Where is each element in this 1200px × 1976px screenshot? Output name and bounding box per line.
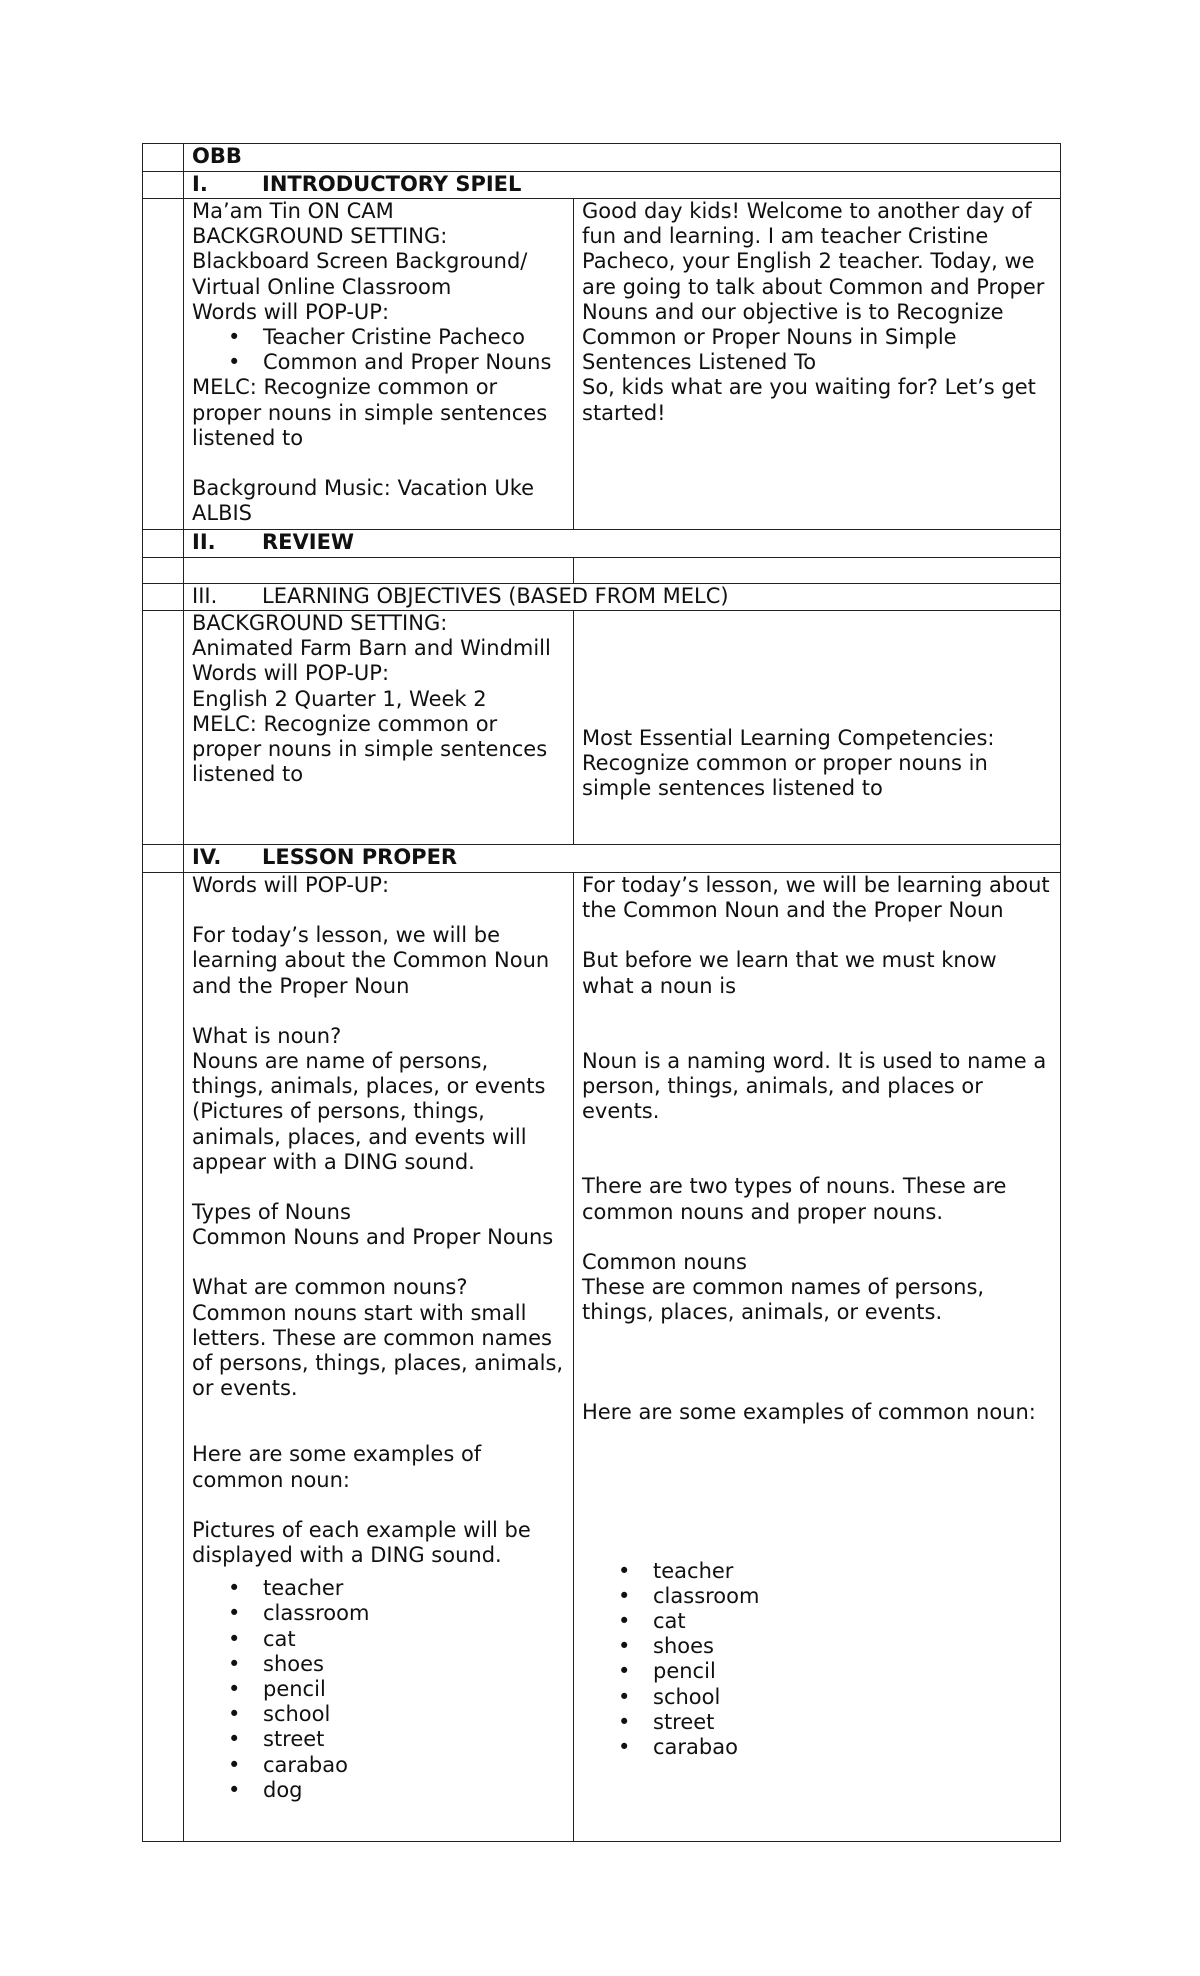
objectives-line: English 2 Quarter 1, Week 2: [192, 686, 487, 711]
objectives-right-cell: [574, 611, 1061, 845]
intro-line: Words will POP-UP:: [192, 299, 390, 324]
intro-start: So, kids what are you waiting for? Let’s get started!: [582, 375, 1036, 425]
list-item: • cat: [192, 1627, 565, 1652]
section-review-roman: II.: [192, 530, 216, 554]
section-objectives-title: LEARNING OBJECTIVES (BASED FROM MELC): [262, 584, 729, 608]
lesson-examples: Here are some examples of common noun:: [192, 1442, 482, 1492]
intro-greeting: Good day kids! Welcome to another day of fun and learning. I am teacher Cristine Pacheco, your English 2 teacher. Today, we are going to talk about Common and Proper Nouns and our objective is to Recognize Common or Proper Nouns in Simple Sentences Listened To: [582, 199, 1045, 375]
lesson-right-examples: Here are some examples of common noun:: [582, 1400, 1036, 1425]
section-intro-roman: I.: [192, 172, 208, 196]
list-item: • dog: [192, 1778, 565, 1803]
lesson-right-cell: [574, 873, 1061, 1842]
lesson-what-common: What are common nouns?: [192, 1275, 468, 1300]
lesson-today: For today’s lesson, we will be learning about the Common Noun and the Proper Noun: [192, 923, 550, 998]
obb-row: [143, 144, 1061, 172]
lesson-nouns-are: Nouns are name of persons, things, animals, places, or events (Pictures of persons, things, animals, places, and events will appear with a DING sound.: [192, 1049, 546, 1174]
list-item: • shoes: [582, 1634, 1052, 1659]
objectives-line: BACKGROUND SETTING:: [192, 611, 448, 635]
lesson-what-noun: What is noun?: [192, 1023, 342, 1048]
objectives-line: Animated Farm Barn and Windmill: [192, 636, 551, 661]
list-item: • teacher: [192, 1576, 565, 1601]
lesson-right-common-title: Common nouns: [582, 1249, 747, 1274]
lesson-left-cell: [184, 873, 574, 1842]
melc-text: Recognize common or proper nouns in simple sentences listened to: [582, 751, 988, 801]
intro-left-cell: [184, 199, 574, 530]
intro-right-cell: [574, 199, 1061, 530]
lesson-types2: Common Nouns and Proper Nouns: [192, 1225, 554, 1250]
section-intro-header: [143, 172, 1061, 199]
intro-music: Background Music: Vacation Uke: [192, 476, 535, 501]
list-item: • pencil: [192, 1677, 565, 1702]
section-review-header: [143, 530, 1061, 558]
intro-row: [143, 199, 1061, 530]
intro-line: Ma’am Tin ON CAM: [192, 199, 394, 223]
list-item: • shoes: [192, 1652, 565, 1677]
lesson-common-desc: Common nouns start with small letters. These are common names of persons, things, places, animals, or events.: [192, 1300, 564, 1401]
lesson-pictures: Pictures of each example will be displayed with a DING sound.: [192, 1517, 531, 1568]
list-item: • teacher: [582, 1559, 1052, 1584]
intro-popup-list: [192, 325, 565, 375]
obb-label: OBB: [184, 144, 1061, 172]
intro-line: Blackboard Screen Background/: [192, 249, 528, 274]
intro-line: Virtual Online Classroom: [192, 274, 452, 299]
script-table: [142, 143, 1061, 1842]
list-item: • classroom: [192, 1601, 565, 1626]
lesson-right-common-desc: These are common names of persons, things, places, animals, or events.: [582, 1275, 985, 1325]
list-item: • classroom: [582, 1584, 1052, 1609]
lesson-right-before: But before we learn that we must know what a noun is: [582, 948, 997, 998]
list-item: • school: [192, 1702, 565, 1727]
lesson-row: [143, 873, 1061, 1842]
list-item: • carabao: [192, 1753, 565, 1778]
section-lesson-title: LESSON PROPER: [262, 845, 458, 869]
lesson-right-two-types: There are two types of nouns. These are common nouns and proper nouns.: [582, 1174, 1007, 1224]
section-lesson-roman: IV.: [192, 845, 222, 869]
lesson-popup: Words will POP-UP:: [192, 873, 390, 897]
lesson-left-examples-list: [192, 1576, 565, 1803]
review-row: [143, 558, 1061, 584]
section-objectives-header: [143, 584, 1061, 611]
list-item: • street: [582, 1710, 1052, 1735]
section-intro-title: INTRODUCTORY SPIEL: [262, 172, 522, 196]
list-item: • pencil: [582, 1659, 1052, 1684]
list-item: • school: [582, 1685, 1052, 1710]
list-item: • Teacher Cristine Pacheco: [192, 325, 565, 350]
objectives-left-cell: [184, 611, 574, 845]
objectives-line: MELC: Recognize common or proper nouns in simple sentences listened to: [192, 711, 548, 787]
lesson-right-examples-list: [582, 1559, 1052, 1761]
list-item: • carabao: [582, 1735, 1052, 1760]
lesson-right-today: For today’s lesson, we will be learning about the Common Noun and the Proper Noun: [582, 873, 1050, 923]
section-objectives-roman: III.: [192, 584, 218, 608]
intro-line: BACKGROUND SETTING:: [192, 224, 448, 249]
list-item: • street: [192, 1727, 565, 1752]
melc-title: Most Essential Learning Competencies:: [582, 726, 995, 750]
list-item: • cat: [582, 1609, 1052, 1634]
list-item: • Common and Proper Nouns: [192, 350, 565, 375]
lesson-right-naming: Noun is a naming word. It is used to name a person, things, animals, and places or events.: [582, 1048, 1047, 1124]
objectives-row: [143, 611, 1061, 845]
lesson-types: Types of Nouns: [192, 1200, 351, 1225]
section-review-title: REVIEW: [262, 530, 355, 554]
objectives-line: Words will POP-UP:: [192, 661, 390, 686]
intro-melc: MELC: Recognize common or proper nouns in simple sentences listened to: [192, 375, 548, 450]
intro-albis: ALBIS: [192, 501, 252, 526]
section-lesson-header: [143, 845, 1061, 873]
